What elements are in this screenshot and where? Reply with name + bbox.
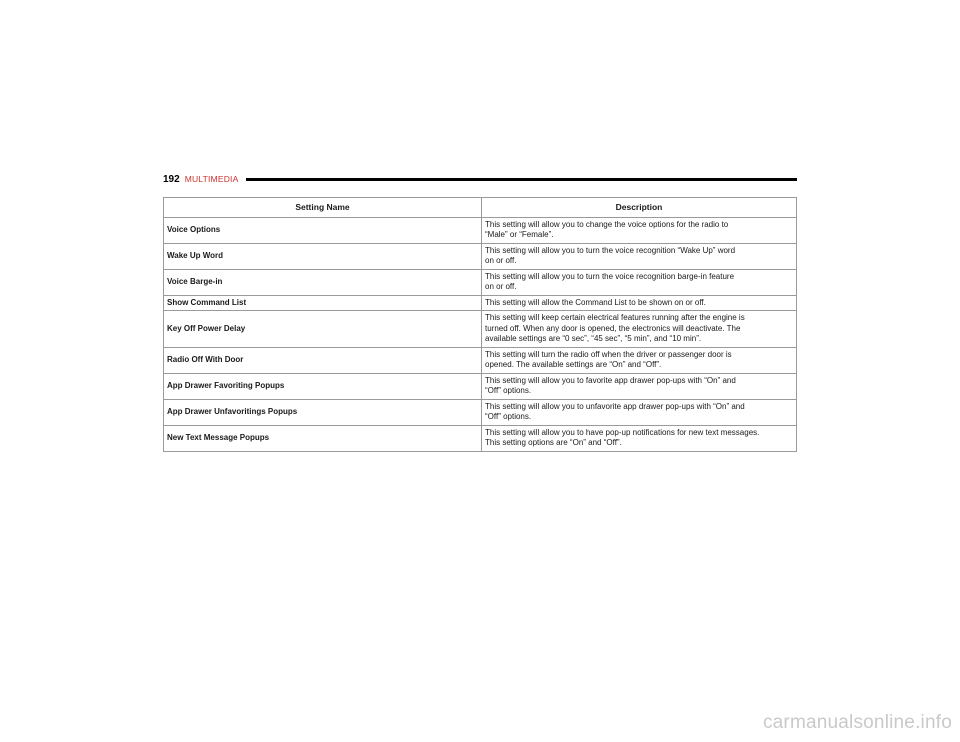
table-row: [164, 399, 797, 425]
column-header-setting-name: Setting Name: [164, 198, 482, 218]
table-row: [164, 243, 797, 269]
setting-name: App Drawer Favoriting Popups: [164, 373, 482, 399]
table-row: [164, 217, 797, 243]
header-rule: [246, 178, 797, 181]
setting-description: This setting will allow you to turn the voice recognition “Wake Up” word on or off.: [482, 243, 797, 269]
setting-description: This setting will allow you to turn the voice recognition barge-in feature on or off.: [482, 269, 797, 295]
setting-description: This setting will allow the Command List to be shown on or off.: [482, 295, 797, 311]
setting-name: Voice Options: [164, 217, 482, 243]
setting-name: New Text Message Popups: [164, 425, 482, 451]
table-row: [164, 269, 797, 295]
watermark: carmanualsonline.info: [762, 712, 952, 733]
table-row: [164, 311, 797, 348]
setting-description: This setting will allow you to unfavorite app drawer pop-ups with “On” and “Off” options.: [482, 399, 797, 425]
setting-name: Radio Off With Door: [164, 347, 482, 373]
page-number: 192: [163, 173, 180, 185]
setting-name: Voice Barge-in: [164, 269, 482, 295]
table-row: [164, 373, 797, 399]
table-row: [164, 425, 797, 451]
setting-name: App Drawer Unfavoritings Popups: [164, 399, 482, 425]
column-header-description: Description: [482, 198, 797, 218]
setting-description: This setting will allow you to favorite app drawer pop-ups with “On” and “Off” options.: [482, 373, 797, 399]
settings-table: [163, 197, 797, 452]
page-header: [163, 172, 797, 186]
setting-name: Wake Up Word: [164, 243, 482, 269]
table-row: [164, 295, 797, 311]
setting-description: This setting will allow you to have pop-up notifications for new text messages. This setting options are “On” and “Off”.: [482, 425, 797, 451]
setting-name: Show Command List: [164, 295, 482, 311]
setting-description: This setting will keep certain electrical features running after the engine is turned off. When any door is opened, the electronics will deactivate. The available settings are “0 sec”, “45 sec”, “5 min”, and “10 min”.: [482, 311, 797, 348]
setting-description: This setting will allow you to change the voice options for the radio to “Male” or “Female”.: [482, 217, 797, 243]
setting-name: Key Off Power Delay: [164, 311, 482, 348]
setting-description: This setting will turn the radio off when the driver or passenger door is opened. The available settings are “On” and “Off”.: [482, 347, 797, 373]
table-header-row: [164, 198, 797, 218]
section-title: MULTIMEDIA: [184, 174, 239, 184]
table-row: [164, 347, 797, 373]
